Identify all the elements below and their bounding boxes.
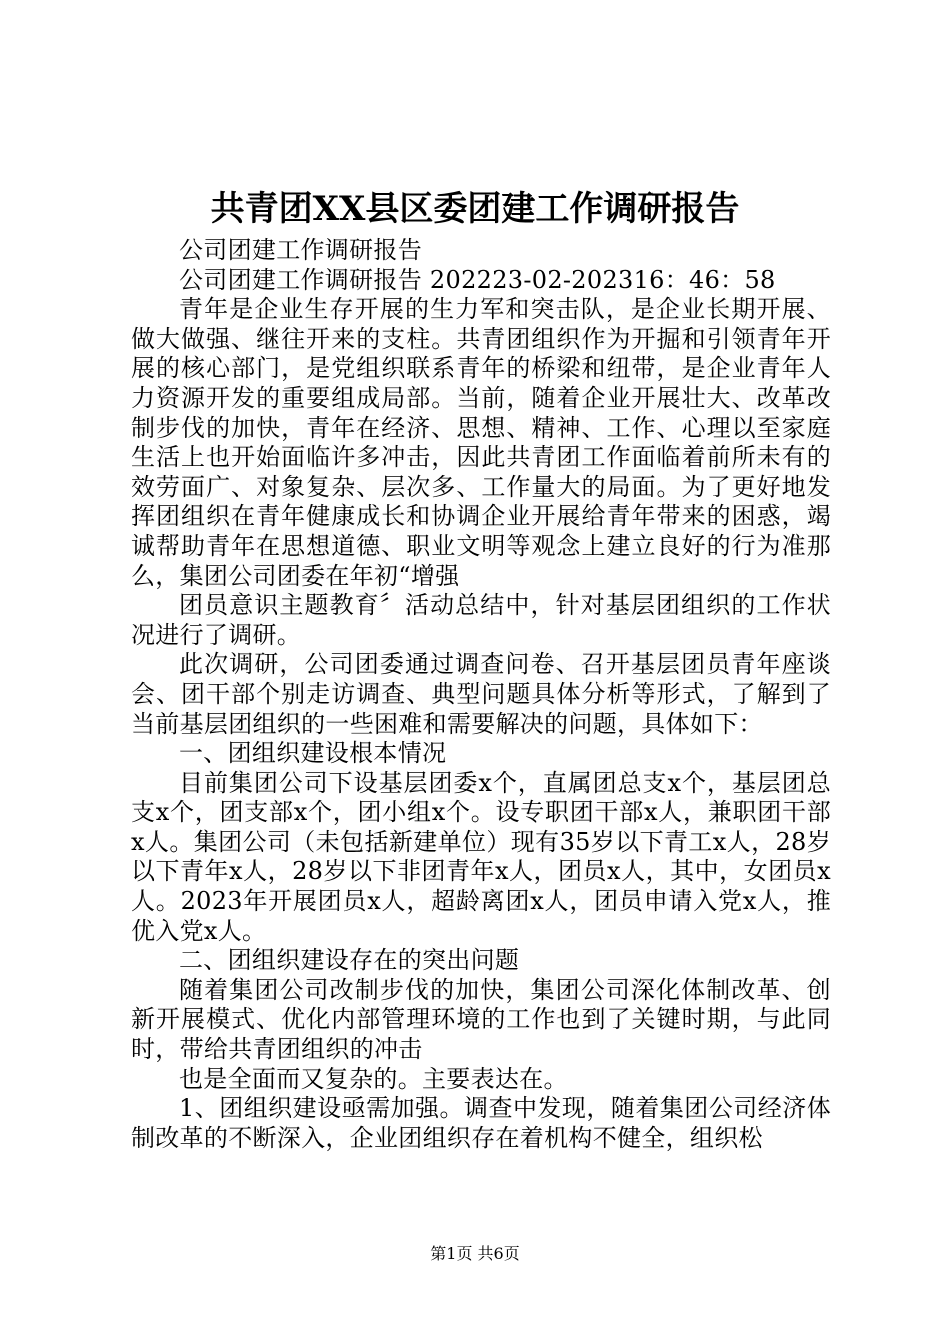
paragraph: 1、团组织建设亟需加强。调查中发现，随着集团公司经济体制改革的不断深入，企业团组织存在着机构不健全，组织松: [131, 1094, 831, 1152]
paragraph: 团员意识主题教育〞活动总结中，针对基层团组织的工作状况进行了调研。: [131, 591, 831, 649]
paragraph: 此次调研，公司团委通过调查问卷、召开基层团员青年座谈会、团干部个别走访调查、典型问题具体分析等形式，了解到了当前基层团组织的一些困难和需要解决的问题，具体如下：: [131, 650, 831, 738]
page-number-footer: 第1页 共6页: [430, 1244, 520, 1263]
paragraph: 青年是企业生存开展的生力军和突击队，是企业长期开展、做大做强、继往开来的支柱。共青团组织作为开掘和引领青年开展的核心部门，是党组织联系青年的桥梁和纽带，是企业青年人力资源开发的重要组成局部。当前，随着企业开展壮大、改革改制步伐的加快，青年在经济、思想、精神、工作、心理以至家庭生活上也开始面临许多冲击，因此共青团工作面临着前所未有的效劳面广、对象复杂、层次多、工作量大的局面。为了更好地发挥团组织在青年健康成长和协调企业开展给青年带来的困惑，竭诚帮助青年在思想道德、职业文明等观念上建立良好的行为准那么，集团公司团委在年初“增强: [131, 295, 831, 590]
document-body: [131, 236, 831, 1153]
paragraph: 也是全面而又复杂的。主要表达在。: [179, 1064, 568, 1093]
section-heading: 一、团组织建设根本情况: [179, 739, 447, 768]
paragraph: 随着集团公司改制步伐的加快，集团公司深化体制改革、创新开展模式、优化内部管理环境的工作也到了关键时期，与此同时，带给共青团组织的冲击: [131, 975, 831, 1064]
section-heading: 二、团组织建设存在的突出问题: [179, 946, 520, 975]
document-title: 共青团XX县区委团建工作调研报告: [210, 189, 740, 229]
paragraph: 目前集团公司下设基层团委x个，直属团总支x个，基层团总支x个，团支部x个，团小组x个。设专职团干部x人，兼职团干部x人。集团公司（未包括新建单位）现有35岁以下青工x人，28岁以下青年x人，28岁以下非团青年x人，团员x人，其中，女团员x人。2023年开展团员x人，超龄离团x人，团员申请入党x人，推优入党x人。: [131, 768, 831, 945]
paragraph: 公司团建工作调研报告: [179, 236, 422, 264]
paragraph: 公司团建工作调研报告 202223-02-202316：46：58: [179, 265, 776, 294]
